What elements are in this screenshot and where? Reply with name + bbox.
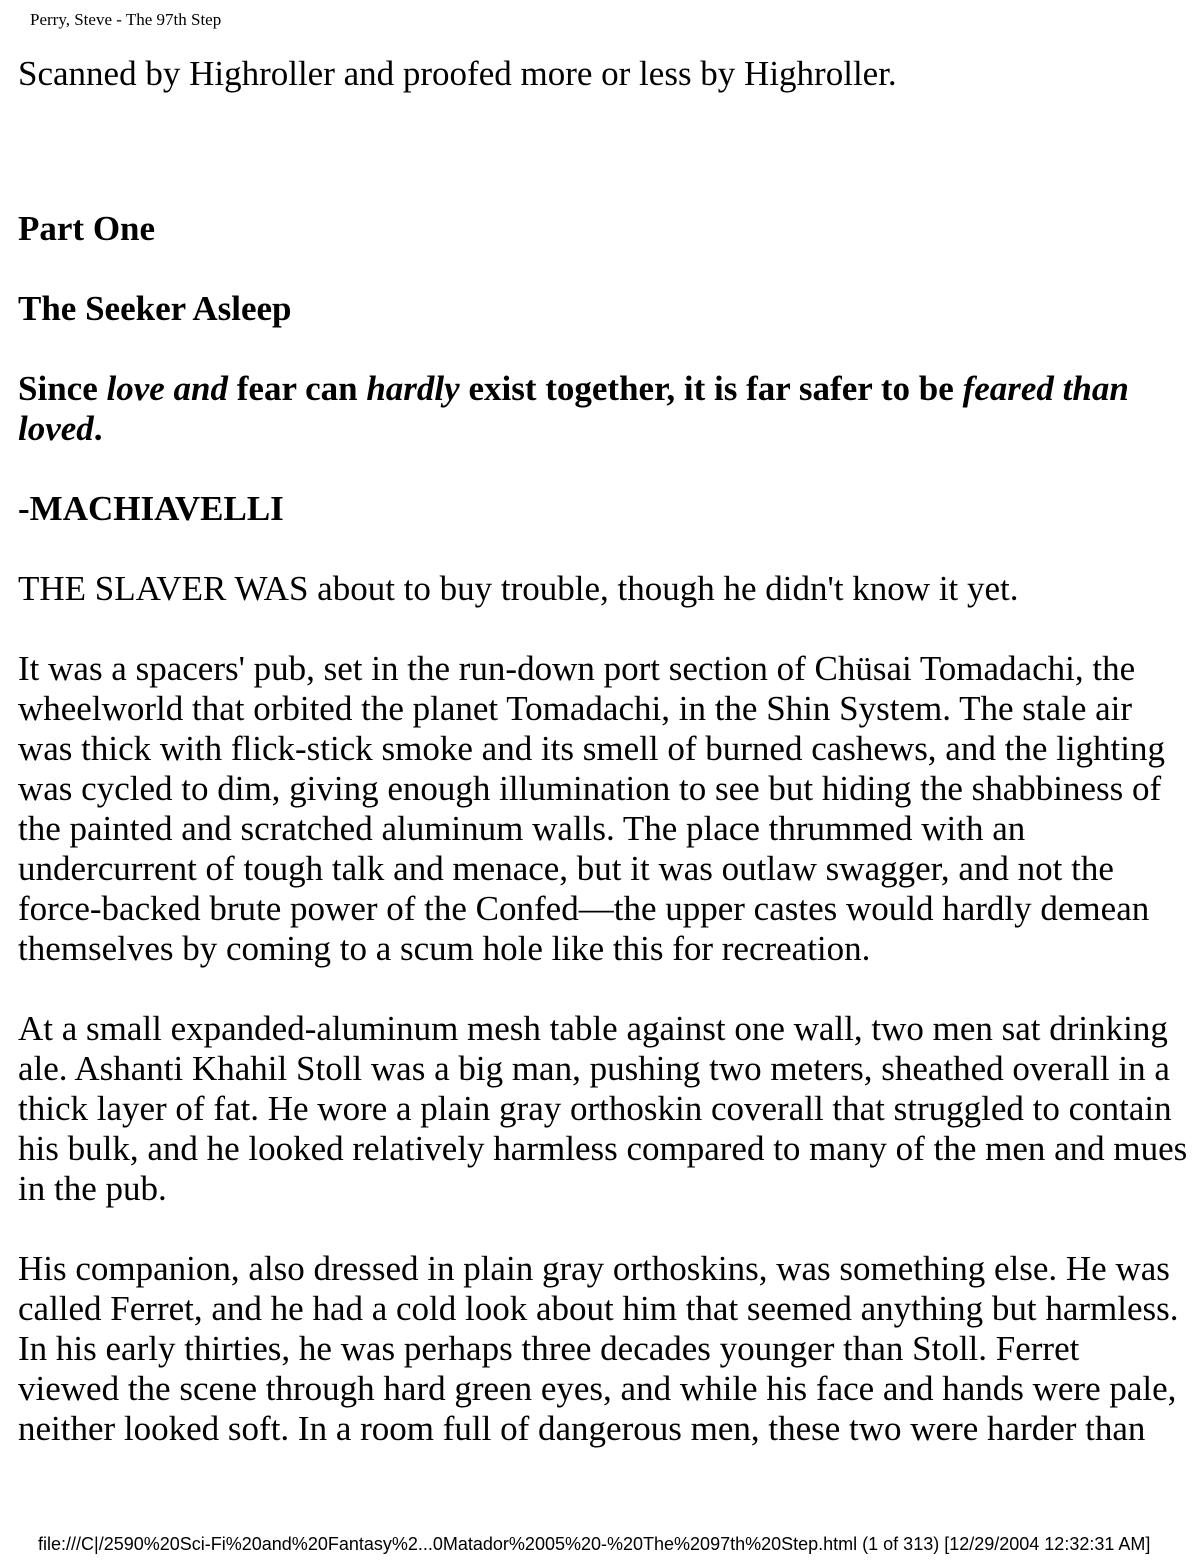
body-paragraph: At a small expanded-aluminum mesh table against one wall, two men sat drinking ale. Ashanti Khahil Stoll was a big man, pushing two meters, sheathed overall in a thick layer of fat. He wore a plain gray orthoskin coverall that struggled to contain his bulk, and he looked relatively harmless compared to many of the men and mues in the pub. (18, 1009, 1188, 1208)
epigraph-run: . (93, 409, 103, 448)
document-body (0, 54, 1200, 1449)
epigraph-run: exist together, it is far safer to be (459, 369, 963, 408)
part-heading: Part One (18, 209, 156, 248)
scanned-note: Scanned by Highroller and proofed more or less by Highroller. (18, 54, 897, 93)
epigraph-run-italic: hardly (366, 369, 460, 408)
chapter-heading: The Seeker Asleep (18, 289, 292, 328)
epigraph-run-italic: love and (106, 369, 228, 408)
epigraph-run: Since (18, 369, 107, 408)
epigraph-attribution: -MACHIAVELLI (18, 489, 284, 528)
epigraph-quote (18, 369, 1188, 449)
print-footer-file-path: file:///C|/2590%20Sci-Fi%20and%20Fantasy%2...0Matador%2005%20-%20The%2097th%20Step.html (1 of 313) [12/29/2004 12:32:31 AM] (38, 1534, 1151, 1554)
epigraph-run-italic: feared than loved (18, 369, 1129, 448)
body-paragraph: His companion, also dressed in plain gray orthoskins, was something else. He was called Ferret, and he had a cold look about him that seemed anything but harmless. In his early thirties, he was perhaps three decades younger than Stoll. Ferret viewed the scene through hard green eyes, and while his face and hands were pale, neither looked soft. In a room full of dangerous men, these two were harder than (18, 1249, 1179, 1448)
print-header-title: Perry, Steve - The 97th Step (30, 10, 222, 29)
body-paragraph: It was a spacers' pub, set in the run-down port section of Chüsai Tomadachi, the wheelworld that orbited the planet Tomadachi, in the Shin System. The stale air was thick with flick-stick smoke and its smell of burned cashews, and the lighting was cycled to dim, giving enough illumination to see but hiding the shabbiness of the painted and scratched aluminum walls. The place thrummed with an undercurrent of tough talk and menace, but it was outlaw swagger, and not the force-backed brute power of the Confed—the upper castes would hardly demean themselves by coming to a scum hole like this for recreation. (18, 649, 1166, 968)
epigraph-run: fear can (228, 369, 367, 408)
body-paragraph: THE SLAVER WAS about to buy trouble, though he didn't know it yet. (18, 569, 1019, 608)
